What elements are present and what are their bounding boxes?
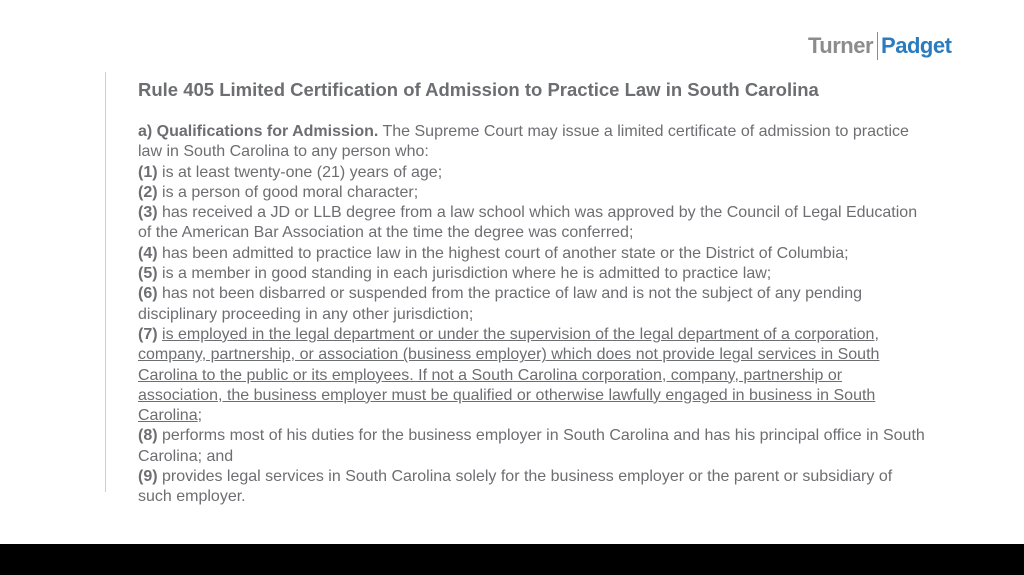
item-text: has received a JD or LLB degree from a law school which was approved by the Council of Legal Education of the American Bar Association at the time the degree was conferred; bbox=[138, 204, 918, 242]
section-a-intro: The Supreme Court may issue a limited certificate of admission to practice law in South Carolina to any person who: bbox=[138, 123, 909, 161]
list-item-8 bbox=[138, 426, 928, 467]
logo-word-padget: Padget bbox=[881, 33, 952, 58]
list-item-1 bbox=[138, 163, 928, 183]
list-item-7 bbox=[138, 325, 928, 426]
section-a-heading: a) Qualifications for Admission. bbox=[138, 123, 379, 140]
list-item-5 bbox=[138, 264, 928, 284]
slide-title: Rule 405 Limited Certification of Admission to Practice Law in South Carolina bbox=[138, 79, 819, 100]
item-text: has been admitted to practice law in the highest court of another state or the District of Columbia; bbox=[157, 244, 849, 262]
left-rule-line bbox=[105, 72, 106, 492]
item-text: is a member in good standing in each jurisdiction where he is admitted to practice law; bbox=[157, 265, 772, 283]
item-number: (1) bbox=[138, 163, 158, 181]
turner-padget-logo bbox=[808, 30, 951, 62]
item-text: is a person of good moral character; bbox=[157, 183, 419, 201]
section-a-paragraph bbox=[138, 122, 928, 163]
item-number: (3) bbox=[138, 204, 158, 222]
item-text: is at least twenty-one (21) years of age; bbox=[157, 163, 443, 181]
list-item-3 bbox=[138, 203, 928, 244]
list-item-4 bbox=[138, 244, 928, 264]
item-text-tail: ; bbox=[197, 407, 203, 425]
bottom-black-bar bbox=[0, 544, 1024, 575]
item-text: provides legal services in South Carolina solely for the business employer or the parent or subsidiary of such employer. bbox=[138, 468, 893, 506]
list-item-9 bbox=[138, 467, 928, 508]
item-number: (8) bbox=[138, 427, 158, 445]
item-number: (9) bbox=[138, 468, 158, 486]
rule-text bbox=[138, 122, 928, 508]
item-number: (5) bbox=[138, 265, 158, 283]
list-item-2 bbox=[138, 183, 928, 203]
item-underlined-text: is employed in the legal department or under the supervision of the legal department of a corporation, company, partnership, or association (business employer) which does not provide legal services in South Carolina to the public or its employees. If not a South Carolina corporation, company, partnership or association, the business employer must be qualified or otherwise lawfully engaged in business in South Carolina bbox=[138, 325, 880, 425]
logo-word-turner: Turner bbox=[808, 33, 874, 58]
item-number: (7) bbox=[138, 325, 158, 343]
item-number: (6) bbox=[138, 285, 158, 303]
list-item-6 bbox=[138, 284, 928, 325]
item-number: (2) bbox=[138, 183, 158, 201]
item-text: has not been disbarred or suspended from the practice of law and is not the subject of any pending disciplinary proceeding in any other jurisdiction; bbox=[138, 285, 863, 323]
item-text: performs most of his duties for the business employer in South Carolina and has his principal office in South Carolina; and bbox=[138, 427, 925, 465]
item-number: (4) bbox=[138, 244, 158, 262]
logo-divider bbox=[877, 32, 878, 60]
